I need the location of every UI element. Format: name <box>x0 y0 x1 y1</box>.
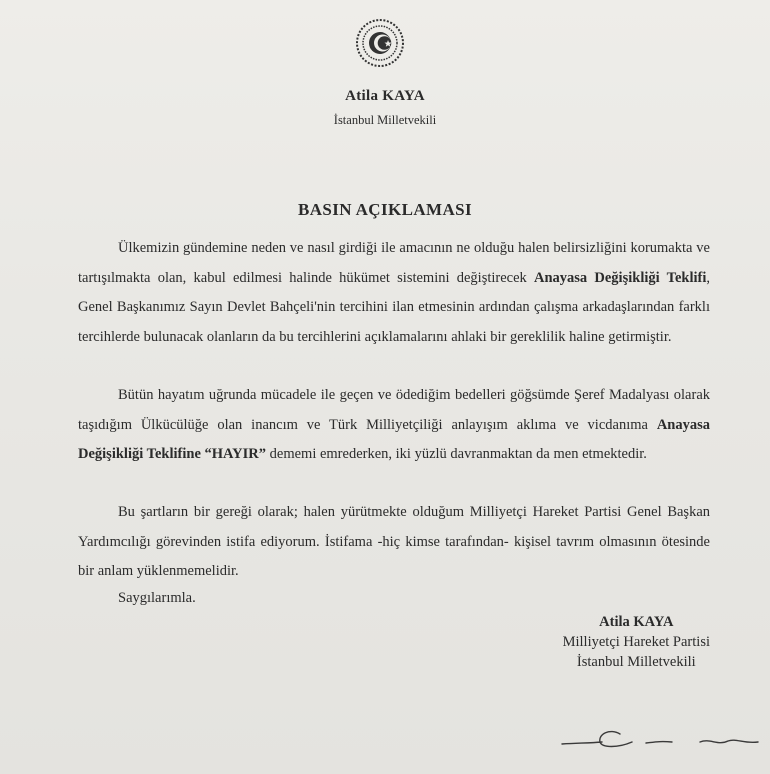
paragraph-3 <box>78 498 710 587</box>
header-name: Atila KAYA <box>345 88 425 104</box>
paragraph-2-text-b: dememi emrederken, iki yüzlü davranmaktan da men etmektedir. <box>266 446 647 462</box>
paragraph-2 <box>78 381 710 470</box>
paragraph-2-text-a: Bütün hayatım uğrunda mücadele ile geçen ve ödediğim bedelleri göğsümde Şeref Madalyası olarak taşıdığım Ülkücülüğe olan inancım ve Türk Milliyetçiliği anlayışım aklıma ve vicdanıma <box>78 387 710 433</box>
signer-party: Milliyetçi Hareket Partisi <box>562 634 710 650</box>
header-title: İstanbul Milletvekili <box>333 113 437 127</box>
paragraph-1 <box>78 234 710 352</box>
document-title: BASIN AÇIKLAMASI <box>297 200 473 219</box>
signature-block <box>563 612 710 672</box>
signer-name: Atila KAYA <box>599 614 674 630</box>
paragraph-1-text-a: Ülkemizin gündemine neden ve nasıl girdiği ile amacının ne olduğu halen belirsizliğini korumakta ve tartışılmakta olan, kabul edilmesi halinde hükümet sistemini değiştirecek <box>78 240 710 286</box>
handwritten-signature-icon <box>560 722 760 762</box>
paragraph-1-text-b: , Genel Başkanımız Sayın Devlet Bahçeli'nin tercihini ilan etmesinin ardından çalışma arkadaşlarından farklı tercihlerde bulunacak olanların da bu tercihlerini açıklamalarını ahlaki bir gereklilik haline getirmiştir. <box>78 269 710 345</box>
parliament-seal-icon <box>355 18 405 68</box>
paragraph-1-bold: Anayasa Değişikliği Teklifi <box>534 269 707 286</box>
closing-salutation: Saygılarımla. <box>118 590 196 606</box>
paragraph-3-text: Bu şartların bir gereği olarak; halen yürütmekte olduğum Milliyetçi Hareket Partisi Genel Başkan Yardımcılığı görevinden istifa ediyorum. İstifama -hiç kimse tarafından- kişisel tavrım olmasının ötesinde bir anlam yüklenmemelidir. <box>78 504 710 579</box>
paragraph-2-bold: Anayasa Değişikliği Teklifine “HAYIR” <box>78 416 710 462</box>
signer-title: İstanbul Milletvekili <box>576 654 696 670</box>
